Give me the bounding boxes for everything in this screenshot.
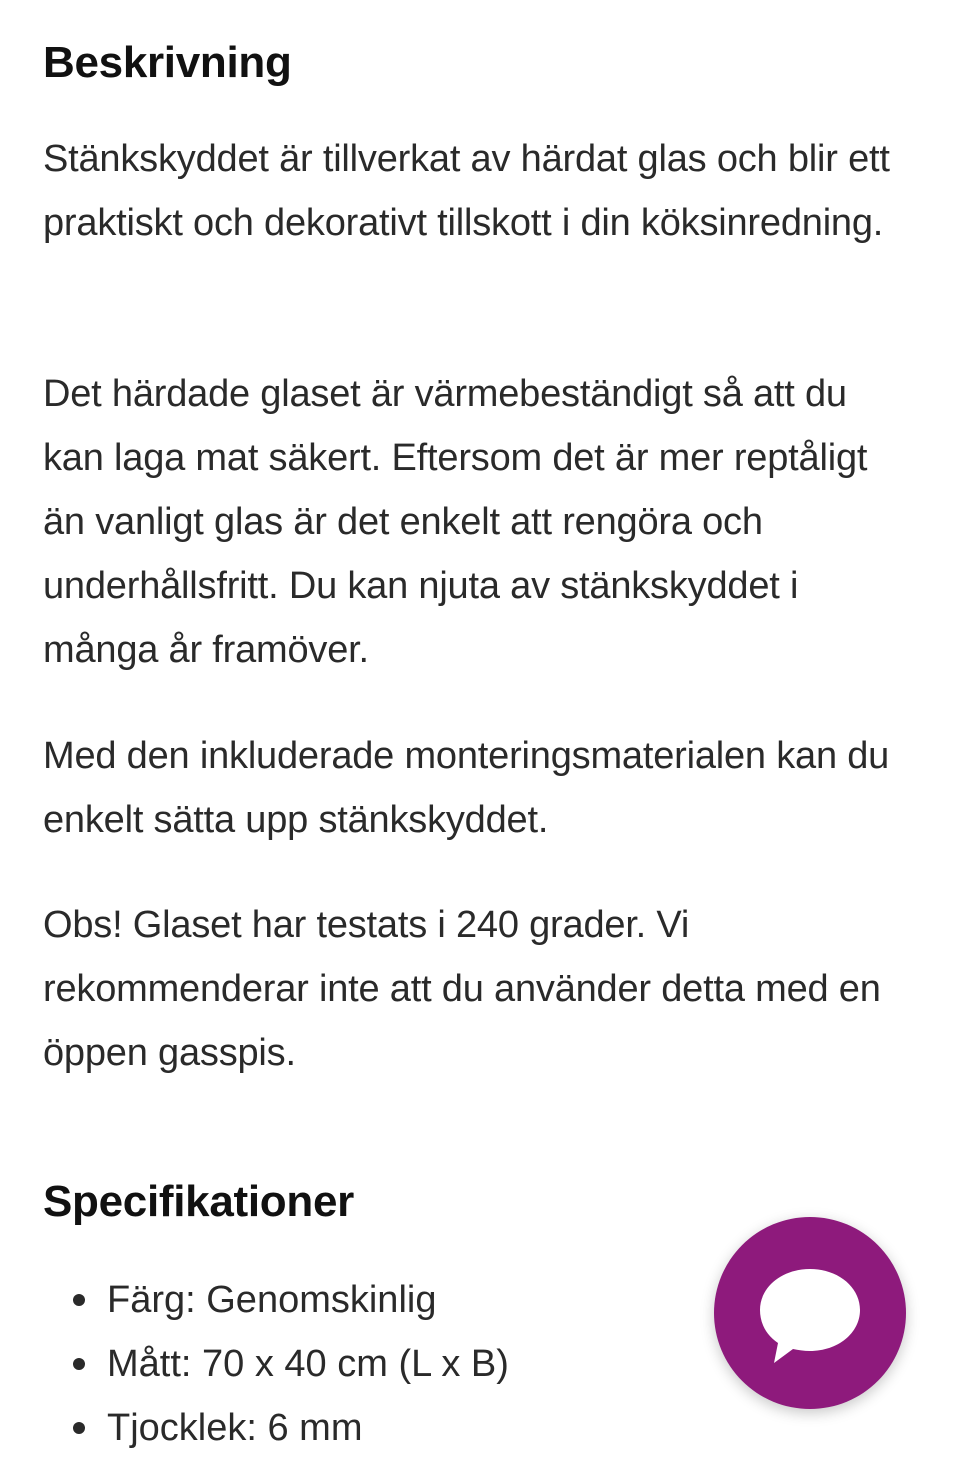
description-heading: Beskrivning [43,38,292,87]
description-paragraph: Stänkskyddet är tillverkat av härdat glas och blir ett praktiskt och dekorativt tillskott i din köksinredning. [43,138,890,244]
spec-item-label: Tjocklek: 6 mm [107,1407,363,1449]
bullet-icon [73,1422,85,1434]
chat-button[interactable] [714,1217,906,1409]
specifications-list [43,1268,509,1460]
spec-item-thickness [43,1396,509,1460]
chat-bubble-icon [714,1217,906,1409]
bullet-icon [73,1358,85,1370]
spec-item-label: Mått: 70 x 40 cm (L x B) [107,1343,509,1385]
specifications-heading: Specifikationer [43,1177,354,1226]
description-paragraph: Med den inkluderade monteringsmaterialen kan du enkelt sätta upp stänkskyddet. [43,735,890,841]
description-paragraph: Det härdade glaset är värmebeständigt så att du kan laga mat säkert. Eftersom det är mer reptåligt än vanligt glas är det enkelt att rengöra och underhållsfritt. Du kan njuta av stänkskyddet i många år framöver. [43,373,868,671]
bullet-icon [73,1294,85,1306]
spec-item-color [43,1268,509,1332]
spec-item-label: Färg: Genomskinlig [107,1279,437,1321]
description-paragraph: Obs! Glaset har testats i 240 grader. Vi rekommenderar inte att du använder detta med en öppen gasspis. [43,904,881,1074]
spec-item-dimensions [43,1332,509,1396]
